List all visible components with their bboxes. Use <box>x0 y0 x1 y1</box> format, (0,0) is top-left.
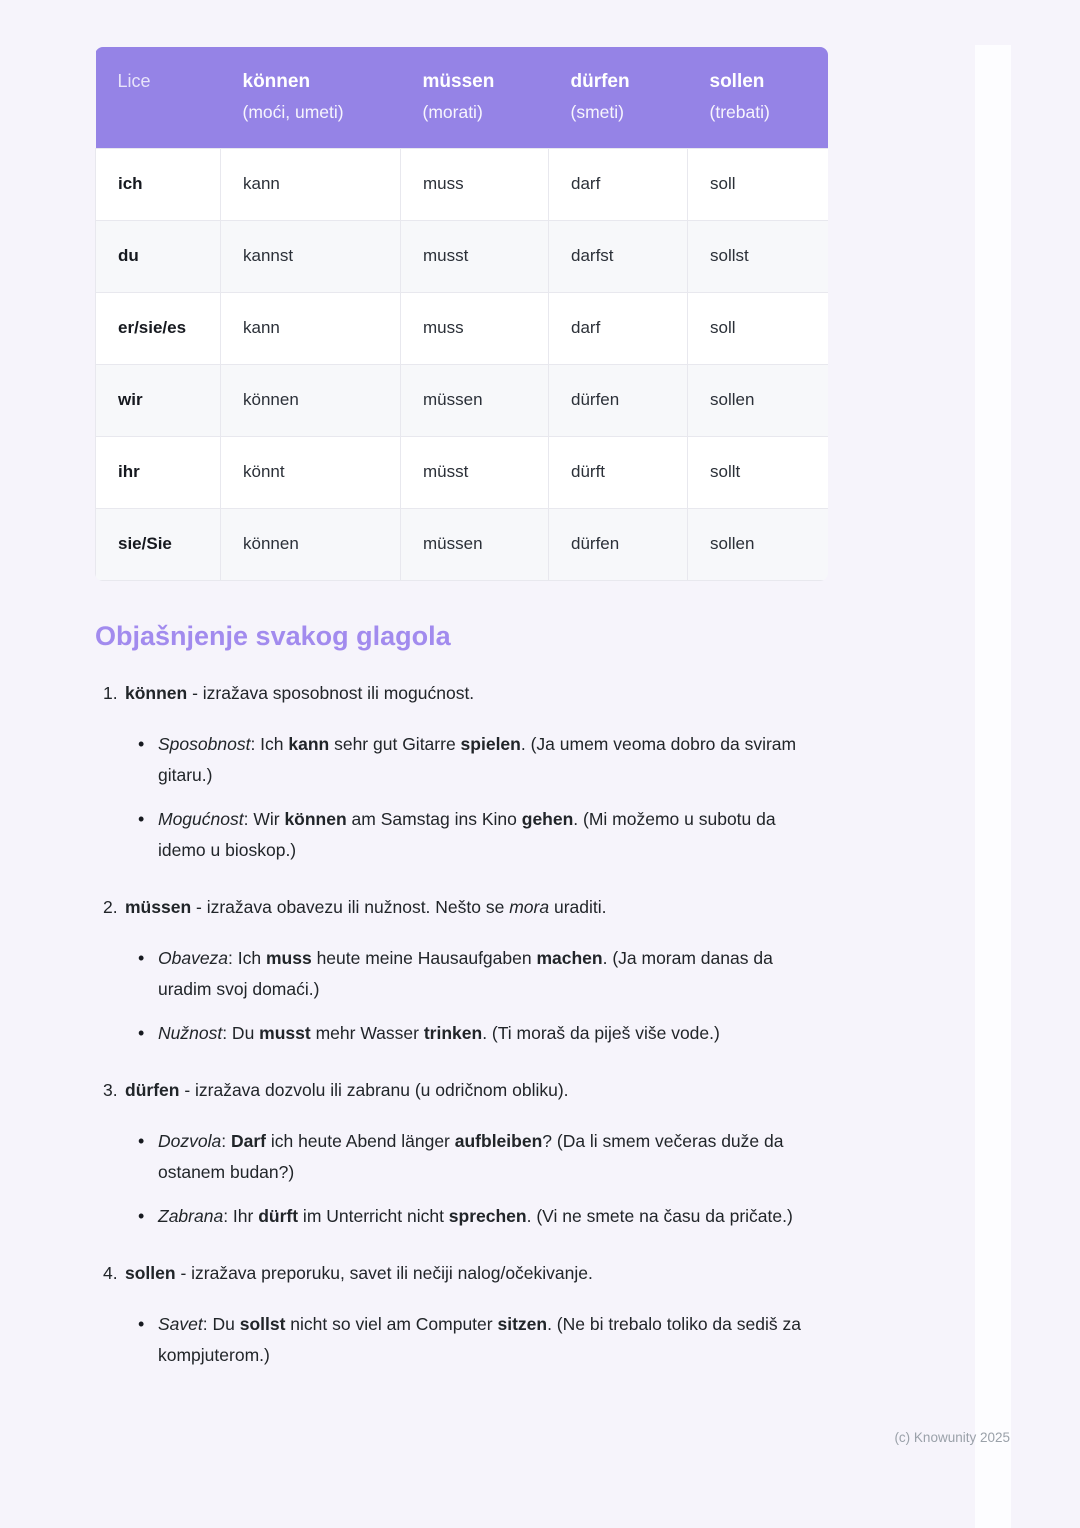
list-item <box>95 892 828 1049</box>
list-item <box>95 1075 828 1232</box>
verb-form-cell: dürfen <box>549 364 688 436</box>
scrollbar-track[interactable] <box>975 45 1011 1528</box>
list-item-number: 3. <box>103 1079 118 1100</box>
verb-label: müssen <box>422 71 495 92</box>
verb-label: können <box>242 71 311 92</box>
verb-translation: (moći, umeti) <box>242 102 344 122</box>
column-header-koennen <box>221 47 401 148</box>
list-item-lead: können - izražava sposobnost ili mogućnost. <box>125 682 475 703</box>
verb-form-cell: sollt <box>688 436 829 508</box>
sub-bullet-list <box>125 943 828 1049</box>
column-header-duerfen <box>549 47 688 148</box>
verb-form-cell: müsst <box>401 436 549 508</box>
table-row <box>96 436 829 508</box>
list-item-body <box>125 892 828 1049</box>
bullet-item: • Mogućnost: Wir können am Samstag ins Kino gehen. (Mi možemo u subotu da idemo u bioskop.) <box>125 804 828 866</box>
verb-form-cell: sollen <box>688 508 829 580</box>
list-item-lead: sollen - izražava preporuku, savet ili nečiji nalog/očekivanje. <box>125 1262 593 1283</box>
document-content <box>95 47 828 1371</box>
table-row <box>96 220 829 292</box>
bullet-item: • Nužnost: Du musst mehr Wasser trinken. (Ti moraš da piješ više vode.) <box>125 1018 828 1049</box>
verb-label: dürfen <box>570 71 630 92</box>
table-row <box>96 508 829 580</box>
pronoun-cell: er/sie/es <box>96 292 221 364</box>
verb-form-cell: kann <box>221 292 401 364</box>
list-item-body <box>125 1075 828 1232</box>
sub-bullet-list <box>125 729 828 866</box>
verb-form-cell: sollst <box>688 220 829 292</box>
verb-form-cell: dürfen <box>549 508 688 580</box>
verb-form-cell: müssen <box>401 364 549 436</box>
person-header-label: Lice <box>117 71 151 91</box>
list-item-number: 4. <box>103 1262 118 1283</box>
modal-verbs-table <box>95 47 828 581</box>
verb-form-cell: darf <box>549 148 688 220</box>
column-header-sollen <box>688 47 829 148</box>
column-header-muessen <box>401 47 549 148</box>
verb-translation: (morati) <box>422 102 483 122</box>
pronoun-cell: ihr <box>96 436 221 508</box>
bullet-item: • Zabrana: Ihr dürft im Unterricht nicht sprechen. (Vi ne smete na času da pričate.) <box>125 1201 828 1232</box>
sub-bullet-list <box>125 1126 828 1232</box>
pronoun-cell: wir <box>96 364 221 436</box>
verb-form-cell: musst <box>401 220 549 292</box>
table-row <box>96 364 829 436</box>
pronoun-cell: ich <box>96 148 221 220</box>
verb-form-cell: sollen <box>688 364 829 436</box>
bullet-item: • Obaveza: Ich muss heute meine Hausaufgaben machen. (Ja moram danas da uradim svoj domaći.) <box>125 943 828 1005</box>
sub-bullet-list <box>125 1309 828 1371</box>
list-item-body <box>125 1258 828 1371</box>
conjugation-table <box>95 47 828 581</box>
verb-form-cell: darfst <box>549 220 688 292</box>
verb-form-cell: müssen <box>401 508 549 580</box>
verb-form-cell: kannst <box>221 220 401 292</box>
verb-form-cell: können <box>221 508 401 580</box>
table-header-row <box>96 47 829 148</box>
list-item-lead: dürfen - izražava dozvolu ili zabranu (u odričnom obliku). <box>125 1079 569 1100</box>
list-item-number: 2. <box>103 896 118 917</box>
verb-form-cell: dürft <box>549 436 688 508</box>
verb-label: sollen <box>709 71 765 92</box>
list-item-lead: müssen - izražava obavezu ili nužnost. Nešto se mora uraditi. <box>125 896 607 917</box>
verb-form-cell: könnt <box>221 436 401 508</box>
pronoun-cell: du <box>96 220 221 292</box>
verb-form-cell: soll <box>688 148 829 220</box>
bullet-item: • Sposobnost: Ich kann sehr gut Gitarre spielen. (Ja umem veoma dobro da sviram gitaru.) <box>125 729 828 791</box>
section-heading: Objašnjenje svakog glagola <box>95 620 451 651</box>
verb-form-cell: muss <box>401 292 549 364</box>
copyright-text: (c) Knowunity 2025 <box>894 1430 1010 1445</box>
verb-form-cell: können <box>221 364 401 436</box>
verb-form-cell: darf <box>549 292 688 364</box>
list-item-number: 1. <box>103 682 118 703</box>
table-row <box>96 148 829 220</box>
explanation-list <box>95 678 828 1371</box>
bullet-item: • Dozvola: Darf ich heute Abend länger aufbleiben? (Da li smem večeras duže da ostanem budan?) <box>125 1126 828 1188</box>
list-item <box>95 1258 828 1371</box>
verb-translation: (smeti) <box>570 102 624 122</box>
list-item <box>95 678 828 866</box>
column-header-person <box>96 47 221 148</box>
verb-form-cell: kann <box>221 148 401 220</box>
verb-form-cell: muss <box>401 148 549 220</box>
pronoun-cell: sie/Sie <box>96 508 221 580</box>
verb-translation: (trebati) <box>709 102 770 122</box>
bullet-item: • Savet: Du sollst nicht so viel am Computer sitzen. (Ne bi trebalo toliko da sediš za kompjuterom.) <box>125 1309 828 1371</box>
table-row <box>96 292 829 364</box>
verb-form-cell: soll <box>688 292 829 364</box>
list-item-body <box>125 678 828 866</box>
